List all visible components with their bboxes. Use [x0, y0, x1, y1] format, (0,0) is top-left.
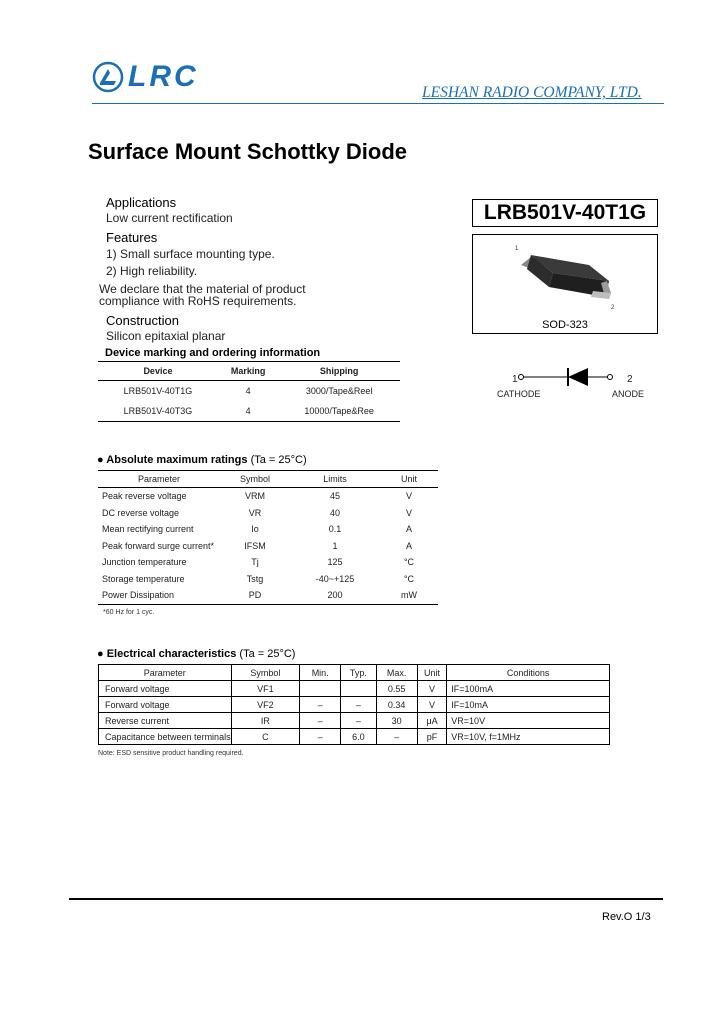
- abs-max-title: ● Absolute maximum ratings (Ta = 25°C): [97, 454, 307, 466]
- feature-2: 2) High reliability.: [106, 264, 198, 278]
- cell: IR: [231, 713, 300, 729]
- cell: 45: [329, 491, 340, 502]
- cell: Mean rectifying current: [102, 524, 194, 535]
- cell: –: [300, 713, 341, 729]
- table-row: [99, 681, 610, 697]
- cell: VF1: [231, 681, 300, 697]
- cell: VR: [248, 507, 262, 518]
- cell-device: LRB501V-40T1G: [123, 386, 193, 396]
- feature-1: 1) Small surface mounting type.: [106, 247, 275, 261]
- table-row: [98, 571, 438, 588]
- elec-title-text: Electrical characteristics: [106, 648, 237, 660]
- cell: –: [341, 697, 376, 713]
- cell: mW: [380, 587, 438, 604]
- diode-schematic: [490, 366, 660, 402]
- logo-text: LRC: [128, 60, 199, 93]
- features-heading: Features: [106, 230, 158, 245]
- cell: μA: [417, 713, 447, 729]
- ordering-table: [98, 361, 400, 422]
- cell: VRM: [245, 491, 265, 502]
- cell: Capacitance between terminals: [99, 729, 232, 745]
- cell: pF: [417, 729, 447, 745]
- revision-label: Rev.O 1/3: [602, 911, 651, 923]
- cell: Io: [251, 524, 259, 535]
- table-row: [98, 554, 438, 571]
- electrical-table: [98, 664, 610, 745]
- cell: Reverse current: [99, 713, 232, 729]
- elec-header: Max.: [376, 665, 417, 681]
- elec-header: Min.: [300, 665, 341, 681]
- cell-device: LRB501V-40T3G: [98, 401, 218, 422]
- cell: 125: [327, 557, 343, 568]
- cell: 40: [329, 507, 340, 518]
- construction-heading: Construction: [106, 313, 179, 328]
- abs-max-title-text: Absolute maximum ratings: [106, 454, 248, 466]
- cell: Tj: [251, 557, 259, 568]
- cell: –: [300, 729, 341, 745]
- cell: 0.55: [376, 681, 417, 697]
- table-row: [98, 521, 438, 538]
- construction-text: Silicon epitaxial planar: [106, 329, 226, 343]
- cell: Peak forward surge current*: [102, 540, 215, 551]
- table-row: [99, 697, 610, 713]
- table-row: [98, 505, 438, 522]
- cell: [341, 681, 376, 697]
- cell: 0.34: [376, 697, 417, 713]
- cell: V: [405, 507, 412, 518]
- abs-max-table: [98, 470, 438, 605]
- ordering-header: Marking: [218, 362, 278, 381]
- applications-heading: Applications: [106, 195, 177, 210]
- lrc-logo-icon: [92, 61, 124, 93]
- abs-max-footnote: *60 Hz for 1 cyc.: [103, 609, 155, 616]
- schematic-pin-1: 1: [512, 374, 518, 385]
- cell: 0.1: [328, 524, 342, 535]
- cell: –: [341, 713, 376, 729]
- cell-shipping: 10000/Tape&Ree: [278, 401, 400, 422]
- cell: Storage temperature: [102, 573, 185, 584]
- cell: V: [417, 681, 447, 697]
- elec-header: Unit: [417, 665, 447, 681]
- cell: DC reverse voltage: [102, 507, 180, 518]
- elec-header: Typ.: [341, 665, 376, 681]
- elec-header: Symbol: [231, 665, 300, 681]
- cell: Peak reverse voltage: [102, 491, 187, 502]
- table-row: [98, 488, 438, 505]
- header-divider: [92, 103, 664, 104]
- anode-label: ANODE: [612, 389, 645, 399]
- abs-header: Unit: [380, 471, 438, 488]
- rohs-line-2: compliance with RoHS requirements.: [99, 294, 297, 308]
- table-row: [99, 729, 610, 745]
- table-row: [98, 587, 438, 604]
- cell: 6.0: [341, 729, 376, 745]
- company-name: LESHAN RADIO COMPANY, LTD.: [422, 84, 642, 101]
- cell: VR=10V: [447, 713, 610, 729]
- cell: -40~+125: [315, 573, 355, 584]
- cell: Power Dissipation: [98, 587, 220, 604]
- cell: PD: [220, 587, 290, 604]
- cell-marking: 4: [245, 386, 251, 396]
- package-pin-1: 1: [515, 246, 519, 252]
- table-row: [99, 713, 610, 729]
- cell: –: [300, 697, 341, 713]
- cell: 30: [376, 713, 417, 729]
- page-title: Surface Mount Schottky Diode: [88, 139, 408, 164]
- cell: –: [376, 729, 417, 745]
- company-logo: [92, 57, 199, 97]
- package-pin-2: 2: [611, 305, 615, 311]
- cell: V: [405, 491, 412, 502]
- cell: Tstg: [246, 573, 264, 584]
- cell-shipping: 3000/Tape&Reel: [305, 386, 373, 396]
- table-row: [98, 381, 400, 402]
- elec-title: ● Electrical characteristics (Ta = 25°C): [97, 648, 296, 660]
- cell: Forward voltage: [99, 681, 232, 697]
- cell: VR=10V, f=1MHz: [447, 729, 610, 745]
- ordering-header: Shipping: [278, 362, 400, 381]
- ordering-title: Device marking and ordering information: [105, 347, 321, 359]
- cell: C: [231, 729, 300, 745]
- cell: °C: [403, 573, 415, 584]
- applications-text: Low current rectification: [106, 211, 233, 225]
- cell: °C: [403, 557, 415, 568]
- package-label: SOD-323: [542, 319, 588, 331]
- cell: IF=10mA: [447, 697, 610, 713]
- elec-note: Note: ESD sensitive product handling required.: [98, 750, 244, 757]
- elec-condition: (Ta = 25°C): [239, 648, 296, 660]
- cell: IF=100mA: [447, 681, 610, 697]
- cell: VF2: [231, 697, 300, 713]
- elec-header: Conditions: [447, 665, 610, 681]
- cell: Forward voltage: [99, 697, 232, 713]
- schematic-pin-2: 2: [627, 374, 633, 385]
- abs-max-condition: (Ta = 25°C): [250, 454, 307, 466]
- cell: Junction temperature: [102, 557, 187, 568]
- cathode-label: CATHODE: [497, 389, 541, 399]
- cell: 1: [332, 540, 338, 551]
- abs-header: Limits: [290, 471, 380, 488]
- rohs-line-1: We declare that the material of product: [99, 282, 306, 296]
- cell: V: [417, 697, 447, 713]
- cell: A: [405, 524, 412, 535]
- footer-divider: [69, 898, 663, 900]
- cell-marking: 4: [218, 401, 278, 422]
- table-row: [98, 401, 400, 422]
- cell: [300, 681, 341, 697]
- abs-header: Symbol: [220, 471, 290, 488]
- table-row: [98, 538, 438, 555]
- ordering-header: Device: [98, 362, 218, 381]
- elec-header: Parameter: [99, 665, 232, 681]
- part-number: LRB501V-40T1G: [472, 199, 658, 227]
- cell: A: [405, 540, 412, 551]
- cell: 200: [290, 587, 380, 604]
- abs-header: Parameter: [98, 471, 220, 488]
- cell: IFSM: [244, 540, 266, 551]
